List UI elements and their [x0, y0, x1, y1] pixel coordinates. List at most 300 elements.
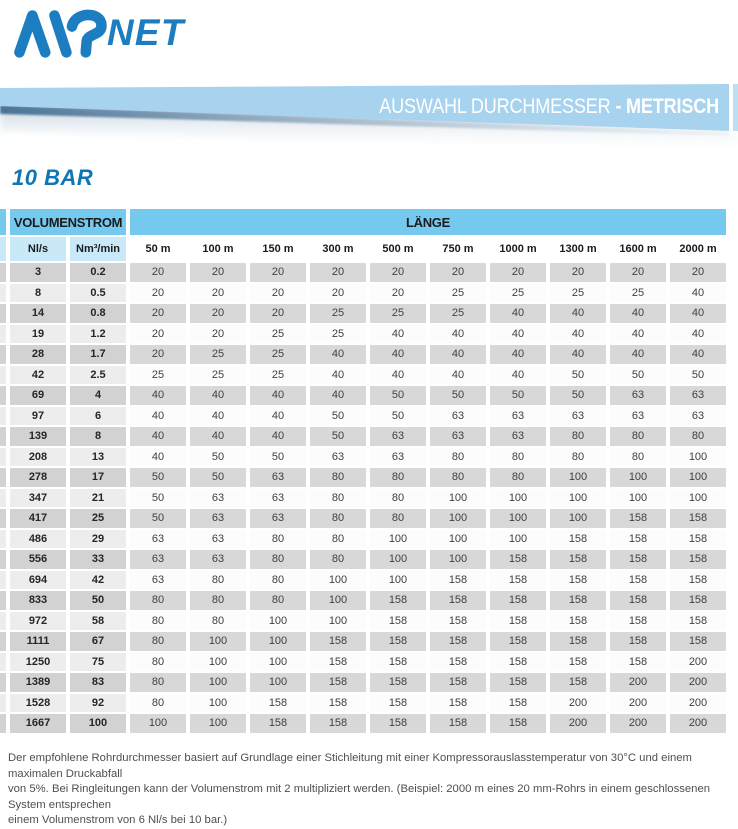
diameter-value-cell: 158: [550, 591, 606, 610]
row-edge-sliver: [0, 263, 6, 282]
diameter-value-cell: 100: [250, 653, 306, 672]
table-row: [0, 366, 726, 385]
length-column-header: 100 m: [202, 243, 234, 255]
diameter-value-cell: 40: [610, 345, 666, 364]
diameter-value-cell: 158: [550, 653, 606, 672]
diameter-value-cell: 100: [610, 489, 666, 508]
diameter-value-cell: 80: [190, 571, 246, 590]
diameter-value-cell: 25: [190, 366, 246, 385]
length-column-header: 500 m: [382, 243, 414, 255]
diameter-value-cell: 158: [310, 714, 366, 733]
diameter-value-cell: 100: [490, 489, 546, 508]
diameter-value-cell: 40: [310, 366, 366, 385]
diameter-value-cell: 20: [430, 263, 486, 282]
diameter-value-cell: 100: [250, 673, 306, 692]
diameter-value-cell: 50: [670, 366, 726, 385]
diameter-value-cell: 50: [610, 366, 666, 385]
flow-nm3-cell: 29: [70, 530, 126, 549]
diameter-value-cell: 158: [430, 673, 486, 692]
diameter-value-cell: 50: [250, 448, 306, 467]
diameter-value-cell: 100: [430, 550, 486, 569]
length-column-header: 1000 m: [499, 243, 537, 255]
diameter-value-cell: 63: [130, 571, 186, 590]
diameter-value-cell: 25: [610, 284, 666, 303]
laenge-header: LÄNGE: [130, 209, 726, 235]
diameter-value-cell: 40: [370, 325, 426, 344]
diameter-value-cell: 100: [130, 714, 186, 733]
diameter-value-cell: 63: [250, 509, 306, 528]
diameter-value-cell: 100: [550, 509, 606, 528]
length-column-header: 1600 m: [619, 243, 657, 255]
flow-nm3-cell: 4: [70, 386, 126, 405]
diameter-value-cell: 158: [610, 571, 666, 590]
table-row: [0, 694, 726, 713]
diameter-value-cell: 100: [430, 530, 486, 549]
diameter-value-cell: 50: [130, 468, 186, 487]
flow-nm3-cell: 1.7: [70, 345, 126, 364]
row-edge-sliver: [0, 468, 6, 487]
diameter-value-cell: 158: [610, 530, 666, 549]
flow-nls-cell: 833: [10, 591, 66, 610]
table-row: [0, 489, 726, 508]
diameter-value-cell: 63: [370, 448, 426, 467]
diameter-value-cell: 63: [490, 427, 546, 446]
diameter-value-cell: 158: [490, 673, 546, 692]
column-header-row: [0, 237, 726, 261]
table-row: [0, 530, 726, 549]
diameter-value-cell: 100: [190, 653, 246, 672]
diameter-value-cell: 80: [550, 427, 606, 446]
diameter-value-cell: 158: [550, 673, 606, 692]
diameter-value-cell: 158: [670, 509, 726, 528]
diameter-value-cell: 158: [310, 694, 366, 713]
diameter-value-cell: 100: [430, 509, 486, 528]
diameter-value-cell: 25: [490, 284, 546, 303]
diameter-value-cell: 100: [610, 468, 666, 487]
diameter-value-cell: 20: [130, 345, 186, 364]
flow-nm3-cell: 2.5: [70, 366, 126, 385]
flow-nls-cell: 69: [10, 386, 66, 405]
diameter-value-cell: 40: [670, 325, 726, 344]
diameter-value-cell: 200: [610, 694, 666, 713]
diameter-value-cell: 158: [310, 632, 366, 651]
diameter-value-cell: 50: [490, 386, 546, 405]
diameter-value-cell: 80: [370, 468, 426, 487]
diameter-value-cell: 50: [550, 366, 606, 385]
diameter-value-cell: 100: [430, 489, 486, 508]
diameter-value-cell: 20: [670, 263, 726, 282]
diameter-value-cell: 50: [130, 509, 186, 528]
row-edge-sliver: [0, 714, 6, 733]
flow-column-header: Nm³/min: [70, 237, 126, 261]
flow-nm3-cell: 75: [70, 653, 126, 672]
length-column-header: 1300 m: [559, 243, 597, 255]
diameter-value-cell: 158: [490, 694, 546, 713]
diameter-value-cell: 80: [430, 448, 486, 467]
diameter-value-cell: 63: [190, 509, 246, 528]
table-row: [0, 653, 726, 672]
diameter-value-cell: 63: [490, 407, 546, 426]
diameter-value-cell: 63: [670, 407, 726, 426]
row-edge-sliver: [0, 571, 6, 590]
diameter-value-cell: 80: [130, 632, 186, 651]
diameter-value-cell: 80: [370, 509, 426, 528]
table-row: [0, 591, 726, 610]
diameter-value-cell: 200: [670, 673, 726, 692]
subheader-edge-sliver: [0, 237, 6, 261]
diameter-value-cell: 100: [310, 591, 366, 610]
diameter-value-cell: 158: [490, 714, 546, 733]
diameter-value-cell: 80: [310, 550, 366, 569]
diameter-value-cell: 80: [250, 571, 306, 590]
diameter-value-cell: 158: [610, 550, 666, 569]
diameter-value-cell: 40: [370, 345, 426, 364]
length-column-header: 2000 m: [679, 243, 717, 255]
diameter-value-cell: 158: [550, 530, 606, 549]
row-edge-sliver: [0, 509, 6, 528]
diameter-value-cell: 40: [610, 304, 666, 323]
flow-nls-cell: 278: [10, 468, 66, 487]
row-edge-sliver: [0, 591, 6, 610]
diameter-value-cell: 158: [490, 632, 546, 651]
row-edge-sliver: [0, 304, 6, 323]
diameter-value-cell: 158: [670, 612, 726, 631]
diameter-value-cell: 158: [370, 591, 426, 610]
table-row: [0, 468, 726, 487]
table-row: [0, 509, 726, 528]
diameter-value-cell: 200: [610, 673, 666, 692]
row-edge-sliver: [0, 366, 6, 385]
row-edge-sliver: [0, 325, 6, 344]
diameter-value-cell: 80: [190, 591, 246, 610]
diameter-value-cell: 80: [190, 612, 246, 631]
row-edge-sliver: [0, 530, 6, 549]
flow-nls-cell: 417: [10, 509, 66, 528]
table-head: [0, 209, 726, 261]
flow-nm3-cell: 42: [70, 571, 126, 590]
table-row: [0, 571, 726, 590]
diameter-value-cell: 100: [670, 448, 726, 467]
diameter-value-cell: 20: [190, 263, 246, 282]
diameter-value-cell: 158: [610, 653, 666, 672]
diameter-value-cell: 158: [490, 571, 546, 590]
diameter-value-cell: 40: [250, 407, 306, 426]
diameter-table: [0, 207, 730, 735]
diameter-value-cell: 158: [370, 673, 426, 692]
diameter-value-cell: 40: [310, 345, 366, 364]
diameter-value-cell: 25: [250, 325, 306, 344]
diameter-value-cell: 20: [130, 284, 186, 303]
flow-column-header: Nl/s: [10, 237, 66, 261]
diameter-value-cell: 80: [430, 468, 486, 487]
diameter-value-cell: 63: [190, 489, 246, 508]
diameter-value-cell: 158: [670, 550, 726, 569]
diameter-value-cell: 40: [190, 427, 246, 446]
diameter-value-cell: 50: [430, 386, 486, 405]
diameter-value-cell: 80: [250, 550, 306, 569]
diameter-value-cell: 158: [430, 694, 486, 713]
group-header-row: [0, 209, 726, 235]
diameter-value-cell: 25: [430, 304, 486, 323]
diameter-value-cell: 80: [130, 653, 186, 672]
diameter-value-cell: 158: [610, 612, 666, 631]
diameter-value-cell: 158: [310, 653, 366, 672]
diameter-value-cell: 158: [310, 673, 366, 692]
flow-nls-cell: 19: [10, 325, 66, 344]
diameter-value-cell: 100: [490, 530, 546, 549]
diameter-value-cell: 100: [250, 612, 306, 631]
diameter-value-cell: 100: [670, 468, 726, 487]
diameter-value-cell: 63: [250, 468, 306, 487]
diameter-value-cell: 40: [130, 386, 186, 405]
diameter-value-cell: 80: [310, 509, 366, 528]
diameter-value-cell: 25: [310, 325, 366, 344]
diameter-value-cell: 20: [310, 263, 366, 282]
diameter-value-cell: 100: [250, 632, 306, 651]
row-edge-sliver: [0, 386, 6, 405]
row-edge-sliver: [0, 345, 6, 364]
diameter-value-cell: 50: [310, 427, 366, 446]
banner-band: [0, 80, 738, 162]
diameter-value-cell: 20: [370, 284, 426, 303]
diameter-value-cell: 50: [370, 407, 426, 426]
length-column-header: 50 m: [145, 243, 171, 255]
diameter-value-cell: 158: [610, 591, 666, 610]
diameter-value-cell: 158: [430, 653, 486, 672]
diameter-value-cell: 158: [610, 632, 666, 651]
diameter-value-cell: 80: [130, 694, 186, 713]
diameter-value-cell: 40: [670, 304, 726, 323]
diameter-value-cell: 40: [190, 407, 246, 426]
row-edge-sliver: [0, 448, 6, 467]
diameter-value-cell: 158: [370, 612, 426, 631]
diameter-value-cell: 80: [130, 612, 186, 631]
flow-nm3-cell: 8: [70, 427, 126, 446]
flow-nm3-cell: 67: [70, 632, 126, 651]
flow-nls-cell: 1389: [10, 673, 66, 692]
diameter-value-cell: 40: [550, 345, 606, 364]
flow-nls-cell: 1250: [10, 653, 66, 672]
diameter-value-cell: 63: [250, 489, 306, 508]
diameter-value-cell: 20: [190, 284, 246, 303]
banner-edge-fragment: [733, 84, 738, 131]
diameter-value-cell: 20: [190, 325, 246, 344]
diameter-value-cell: 158: [610, 509, 666, 528]
row-edge-sliver: [0, 407, 6, 426]
diameter-value-cell: 63: [370, 427, 426, 446]
flow-nm3-cell: 83: [70, 673, 126, 692]
diameter-value-cell: 40: [550, 304, 606, 323]
row-edge-sliver: [0, 550, 6, 569]
diameter-value-cell: 80: [130, 673, 186, 692]
flow-nm3-cell: 0.8: [70, 304, 126, 323]
flow-nls-cell: 42: [10, 366, 66, 385]
footnote-line: Der empfohlene Rohrdurchmesser basiert auf Grundlage einer Stichleitung mit einer Kompressorauslasstemperatur von 30°C und einem maximalen Druckabfall: [8, 752, 692, 780]
diameter-value-cell: 40: [190, 386, 246, 405]
diameter-value-cell: 158: [430, 612, 486, 631]
diameter-value-cell: 40: [490, 325, 546, 344]
diameter-value-cell: 40: [130, 448, 186, 467]
flow-nm3-cell: 58: [70, 612, 126, 631]
diameter-value-cell: 158: [550, 632, 606, 651]
flow-nm3-cell: 0.5: [70, 284, 126, 303]
diameter-value-cell: 40: [610, 325, 666, 344]
diameter-value-cell: 50: [550, 386, 606, 405]
table-row: [0, 714, 726, 733]
diameter-value-cell: 158: [670, 571, 726, 590]
diameter-value-cell: 20: [250, 284, 306, 303]
diameter-value-cell: 20: [490, 263, 546, 282]
flow-nls-cell: 28: [10, 345, 66, 364]
diameter-value-cell: 200: [670, 653, 726, 672]
diameter-value-cell: 158: [430, 591, 486, 610]
diameter-value-cell: 25: [430, 284, 486, 303]
diameter-value-cell: 40: [490, 345, 546, 364]
diameter-value-cell: 158: [250, 714, 306, 733]
diameter-value-cell: 80: [670, 427, 726, 446]
flow-nm3-cell: 17: [70, 468, 126, 487]
flow-nm3-cell: 92: [70, 694, 126, 713]
row-edge-sliver: [0, 632, 6, 651]
diameter-value-cell: 100: [490, 509, 546, 528]
flow-nm3-cell: 33: [70, 550, 126, 569]
flow-nm3-cell: 13: [70, 448, 126, 467]
volumenstrom-header: VOLUMENSTROM: [10, 209, 126, 235]
diameter-value-cell: 63: [550, 407, 606, 426]
diameter-value-cell: 50: [190, 468, 246, 487]
table-row: [0, 448, 726, 467]
diameter-value-cell: 80: [310, 530, 366, 549]
diameter-value-cell: 158: [670, 591, 726, 610]
diameter-value-cell: 40: [670, 284, 726, 303]
diameter-value-cell: 40: [670, 345, 726, 364]
table-row: [0, 612, 726, 631]
table-row: [0, 427, 726, 446]
diameter-value-cell: 100: [190, 673, 246, 692]
diameter-value-cell: 158: [550, 571, 606, 590]
banner-title-regular: AUSWAHL DURCHMESSER: [379, 95, 616, 118]
flow-nm3-cell: 100: [70, 714, 126, 733]
diameter-value-cell: 20: [310, 284, 366, 303]
diameter-value-cell: 40: [130, 407, 186, 426]
diameter-value-cell: 158: [370, 694, 426, 713]
diameter-value-cell: 158: [550, 612, 606, 631]
page-title: 10 BAR: [12, 165, 94, 190]
diameter-value-cell: 80: [490, 448, 546, 467]
row-edge-sliver: [0, 489, 6, 508]
flow-nls-cell: 97: [10, 407, 66, 426]
diameter-value-cell: 20: [190, 304, 246, 323]
flow-nm3-cell: 21: [70, 489, 126, 508]
diameter-value-cell: 40: [430, 345, 486, 364]
diameter-value-cell: 80: [610, 448, 666, 467]
row-edge-sliver: [0, 612, 6, 631]
diameter-value-cell: 158: [670, 530, 726, 549]
length-column-header: 150 m: [262, 243, 294, 255]
diameter-value-cell: 20: [130, 304, 186, 323]
diameter-value-cell: 158: [430, 632, 486, 651]
diameter-value-cell: 158: [370, 653, 426, 672]
table-row: [0, 632, 726, 651]
flow-nls-cell: 14: [10, 304, 66, 323]
diameter-value-cell: 100: [310, 571, 366, 590]
flow-nm3-cell: 50: [70, 591, 126, 610]
diameter-value-cell: 63: [430, 407, 486, 426]
diameter-value-cell: 63: [310, 448, 366, 467]
logo-net-text: NET: [106, 11, 185, 53]
diameter-value-cell: 200: [670, 694, 726, 713]
diameter-value-cell: 63: [610, 386, 666, 405]
diameter-value-cell: 25: [250, 366, 306, 385]
diameter-value-cell: 100: [370, 530, 426, 549]
length-column-header: 300 m: [322, 243, 354, 255]
table-row: [0, 407, 726, 426]
table-row: [0, 550, 726, 569]
diameter-value-cell: 25: [370, 304, 426, 323]
diameter-value-cell: 80: [550, 448, 606, 467]
table-body: [0, 263, 726, 733]
diameter-value-cell: 20: [550, 263, 606, 282]
flow-nls-cell: 556: [10, 550, 66, 569]
diameter-value-cell: 20: [250, 304, 306, 323]
diameter-value-cell: 20: [610, 263, 666, 282]
diameter-value-cell: 40: [310, 386, 366, 405]
flow-nls-cell: 1528: [10, 694, 66, 713]
flow-nls-cell: 972: [10, 612, 66, 631]
diameter-value-cell: 80: [130, 591, 186, 610]
diameter-value-cell: 40: [130, 427, 186, 446]
diameter-value-cell: 40: [490, 304, 546, 323]
diameter-value-cell: 158: [670, 632, 726, 651]
diameter-value-cell: 50: [190, 448, 246, 467]
diameter-value-cell: 25: [190, 345, 246, 364]
diameter-value-cell: 158: [430, 714, 486, 733]
diameter-value-cell: 40: [250, 386, 306, 405]
diameter-value-cell: 100: [370, 571, 426, 590]
footnote: [8, 751, 734, 829]
diameter-value-cell: 80: [310, 468, 366, 487]
flow-nls-cell: 694: [10, 571, 66, 590]
flow-nls-cell: 347: [10, 489, 66, 508]
flow-nm3-cell: 25: [70, 509, 126, 528]
diameter-value-cell: 200: [610, 714, 666, 733]
flow-nls-cell: 3: [10, 263, 66, 282]
diameter-value-cell: 80: [370, 489, 426, 508]
diameter-value-cell: 20: [130, 325, 186, 344]
diameter-value-cell: 63: [130, 550, 186, 569]
row-edge-sliver: [0, 284, 6, 303]
diameter-value-cell: 100: [190, 632, 246, 651]
diameter-value-cell: 40: [430, 366, 486, 385]
diameter-value-cell: 80: [250, 591, 306, 610]
diameter-value-cell: 63: [670, 386, 726, 405]
diameter-value-cell: 100: [190, 714, 246, 733]
airnet-logo-icon: [13, 5, 188, 61]
table-row: [0, 325, 726, 344]
diameter-value-cell: 200: [670, 714, 726, 733]
diameter-value-cell: 158: [550, 550, 606, 569]
diameter-value-cell: 63: [610, 407, 666, 426]
diameter-value-cell: 40: [490, 366, 546, 385]
diameter-value-cell: 158: [490, 612, 546, 631]
row-edge-sliver: [0, 673, 6, 692]
diameter-value-cell: 63: [190, 530, 246, 549]
flow-nls-cell: 486: [10, 530, 66, 549]
diameter-value-cell: 63: [130, 530, 186, 549]
diameter-value-cell: 158: [490, 591, 546, 610]
diameter-value-cell: 25: [310, 304, 366, 323]
diameter-value-cell: 158: [490, 653, 546, 672]
